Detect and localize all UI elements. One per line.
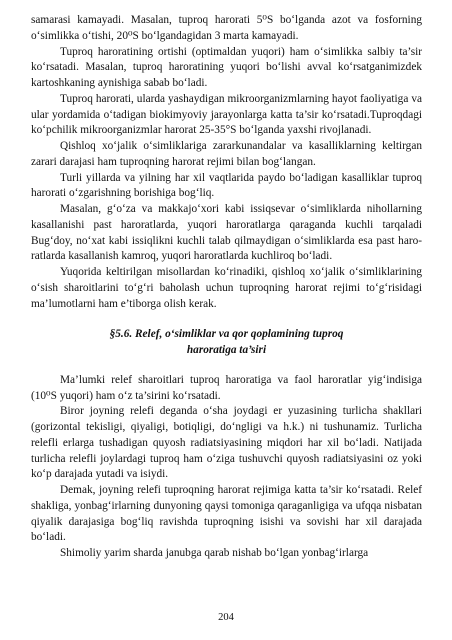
- paragraphs-bottom: [31, 373, 422, 562]
- paragraph: Tuproq haroratining ortishi (optimaldan yuqori) ham o‘simlikka salbiy ta’sir ko‘rsatadi. Masalan, tuproq haroratining yuqori bo‘lishi avval ko‘rsatganimizdek kartoshkaning aynishiga sabab bo‘ladi.: [31, 45, 422, 89]
- section-heading: [31, 327, 422, 359]
- paragraph: Demak, joyning relefi tuproqning harorat rejimiga katta ta’sir ko‘rsatadi. Relef shakliga, yonbag‘irlarning dunyoning qaysi tomoniga qaraganligiga va ufqqa nisbatan qiyalik darajasiga bog‘liq ravishda tuproqning isishi va sovishi har xil darajada bo‘ladi.: [31, 484, 422, 544]
- paragraph: Ma’lumki relef sharoitlari tuproq haroratiga va faol haroratlar yig‘indisiga (10⁰S yuqori) ham o‘z ta’sirini ko‘rsatadi.: [31, 373, 422, 402]
- section-heading-line-2: haroratiga ta’siri: [186, 344, 267, 356]
- paragraph: Masalan, g‘o‘za va makkajo‘xori kabi issiqsevar o‘simliklarda nihollarning kasallanishi past haroratlarda, yuqori haroratlarga qaraganda kuchli tarqaladi Bug‘doy, no‘xat kabi issiqlikni kuchli talab qilmaydigan o‘simliklarda esa past haro-ratlarda kasallanish kamroq, yuqori haroratlarda kuchliroq bo‘ladi.: [31, 203, 422, 263]
- paragraph: Turli yillarda va yilning har xil vaqtlarida paydo bo‘ladigan kasalliklar tuproq harorati o‘zgarishning borishiga bog‘liq.: [31, 171, 422, 200]
- page-body: [31, 13, 422, 562]
- paragraph: samarasi kamayadi. Masalan, tuproq harorati 5⁰S bo‘lganda azot va fosforning o‘simlikka o‘tishi, 20⁰S bo‘lgandagidan 3 marta kamayadi.: [31, 14, 422, 42]
- paragraph: Qishloq xo‘jalik o‘simliklariga zararkunandalar va kasalliklarning keltirgan zarari darajasi ham tuproqning harorat rejimi bilan bog‘langan.: [31, 140, 422, 168]
- paragraph: Yuqorida keltirilgan misollardan ko‘rinadiki, qishloq xo‘jalik o‘simliklarining o‘sish sharoitlarini to‘g‘ri baholash uchun tuproqning harorat rejimi to‘g‘risidagi ma’lumotlarni ham e’tiborga olish kerak.: [31, 266, 422, 310]
- paragraph: Tuproq harorati, ularda yashaydigan mikroorganizmlarning hayot faoliyatiga va ular yordamida o‘tadigan biokimyoviy jarayonlarga katta ta’sir ko‘rsatadi.Tuproqdagi ko‘pchilik mikroorganizmlar harorat 25-35°S bo‘lganda yaxshi rivojlanadi.: [31, 92, 422, 137]
- paragraph: Shimoliy yarim sharda janubga qarab nishab bo‘lgan yonbag‘irlarga: [60, 547, 369, 559]
- section-heading-line-1: §5.6. Relef, o‘simliklar va qor qoplamining tuproq: [109, 328, 344, 341]
- paragraph: Biror joyning relefi deganda o‘sha joydagi er yuzasining turlicha shakllari (gorizontal tekisligi, qiyaligi, botiqligi, do‘ngligi va h.k.) ni tushunamiz. Turlicha relefli erlarga tushadigan quyosh radiatsiyasining miqdori har xil bo‘ladi. Natijada turlicha relefli joylardagi tuproq ham o‘ziga tushuvchi quyosh radiatsiyasini oz yoki ko‘p darajada yutadi va isiydi.: [31, 405, 422, 481]
- page-number: 204: [218, 612, 234, 623]
- paragraphs-top: [31, 13, 422, 312]
